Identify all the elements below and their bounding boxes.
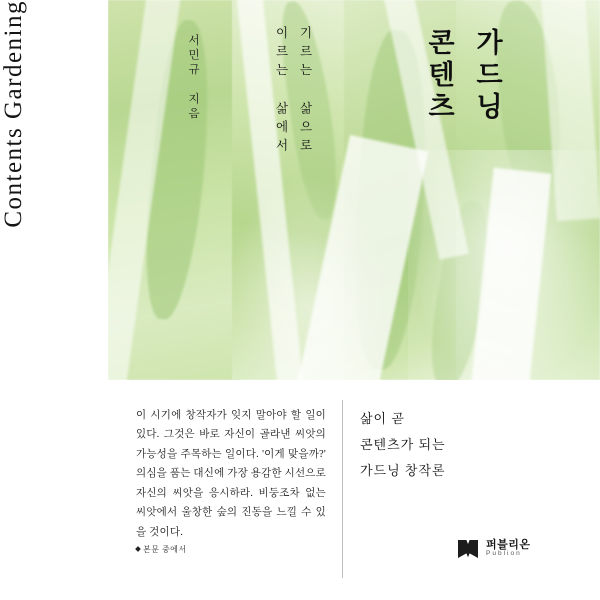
cover-bottom-band: [0, 392, 600, 600]
subtitle-line-2: 기르는 삶으로: [298, 26, 312, 157]
author-name: 서민규 지음: [187, 34, 199, 122]
publisher-name: 퍼블리온: [486, 538, 531, 551]
publisher-logo: [458, 538, 531, 560]
watercolor-artwork: [108, 0, 600, 380]
diamond-bullet-icon: [135, 546, 141, 552]
publisher-subtitle: Publion: [486, 550, 522, 558]
title-english: Contents Gardening: [0, 0, 27, 228]
tagline-line-3: 가드닝 창작론: [360, 463, 446, 478]
title-korean-line-1: 콘텐츠: [424, 28, 454, 124]
excerpt-source-text: 본문 중에서: [143, 545, 187, 554]
highlight-lower-right: [408, 150, 600, 380]
publisher-text: [486, 540, 531, 558]
open-book-icon: [458, 538, 480, 560]
title-korean-line-2: 가드닝: [472, 28, 502, 124]
vertical-divider: [342, 400, 343, 578]
subtitle-line-1: 이르는 삶에서: [274, 26, 288, 157]
tagline-line-2: 콘텐츠가 되는: [360, 437, 446, 452]
highlight-mid-left: [228, 180, 388, 380]
tagline-line-1: 삶이 곧: [360, 411, 405, 426]
excerpt-source-label: [136, 544, 187, 555]
excerpt-paragraph: 이 시기에 창작자가 잊지 말아야 할 일이 있다. 그것은 바로 자신이 골라낸 씨앗의 가능성을 주목하는 일이다. '이게 맞을까?' 의심을 품는 대신에 가장 용감한 시선으로 자신의 씨앗을 응시하라. 비둥조차 없는 씨앗에서 울창한 숲의 진동을 느낄 수 있을 것이다.: [136, 410, 326, 538]
open-book-shape: [458, 540, 478, 558]
tagline: [360, 406, 446, 484]
